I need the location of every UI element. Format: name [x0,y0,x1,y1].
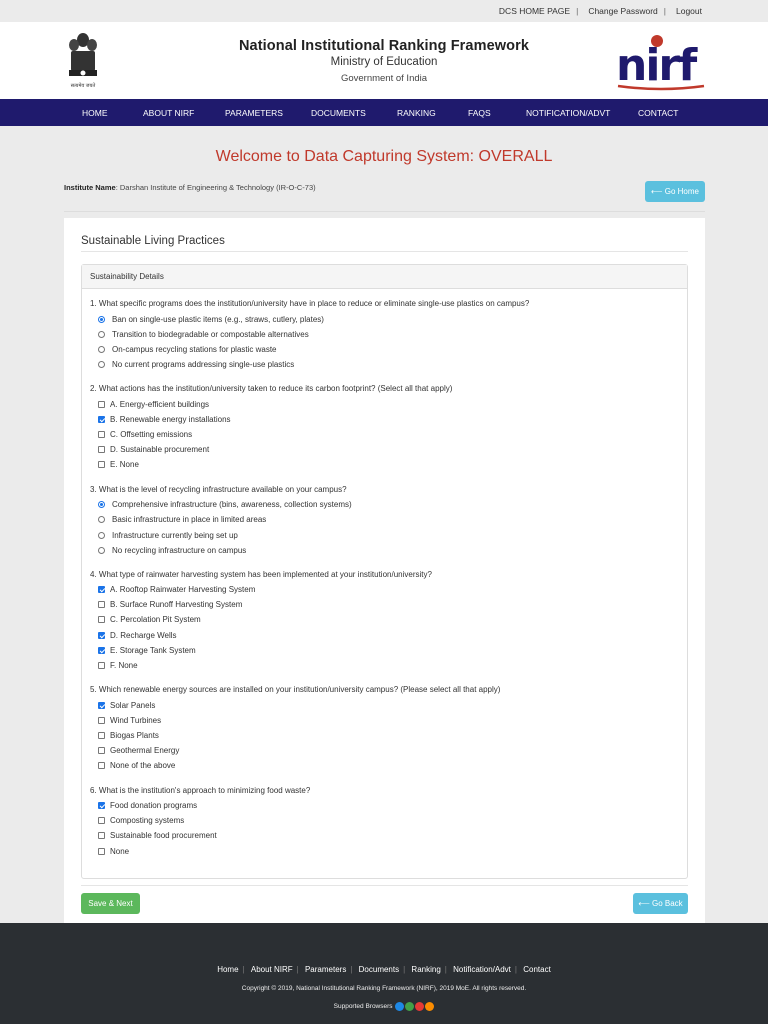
nirf-logo-icon[interactable] [614,30,708,92]
option-label: E. Storage Tank System [110,646,196,655]
checkbox[interactable] [98,601,105,608]
site-header [0,22,768,99]
radio[interactable] [98,547,105,554]
page-title: Welcome to Data Capturing System: OVERALL [215,148,553,165]
nav-documents[interactable]: DOCUMENTS [311,107,366,118]
nav-notification-advt[interactable]: NOTIFICATION/ADVT [526,107,611,118]
checkbox[interactable] [98,401,105,408]
radio[interactable] [98,516,105,523]
go-back-button[interactable]: ⟵ Go Back [633,893,688,914]
checkbox[interactable] [98,662,105,669]
sustainability-panel [81,264,688,879]
q2-option-a[interactable] [98,400,209,409]
nav-contact[interactable]: CONTACT [638,107,679,118]
q1-option-1[interactable] [98,315,324,324]
checkbox-checked[interactable] [98,416,105,423]
q5-option-4[interactable] [98,746,179,755]
nav-home[interactable]: HOME [82,107,108,118]
logout-link[interactable]: Logout [676,6,702,16]
question-1: 1. What specific programs does the institution/university have in place to reduce or eliminate single-use plastics on campus? [90,299,530,308]
q4-option-f[interactable] [98,661,138,670]
checkbox[interactable] [98,832,105,839]
checkbox[interactable] [98,747,105,754]
checkbox[interactable] [98,762,105,769]
option-label: None [110,847,130,856]
panel-heading: Sustainability Details [82,265,687,289]
option-label: D. Sustainable procurement [110,445,210,454]
opera-browser-icon [415,1002,424,1011]
option-label: Ban on single-use plastic items (e.g., straws, cutlery, plates) [112,315,324,324]
question-2: 2. What actions has the institution/university taken to reduce its carbon footprint? (Select all that apply) [90,384,453,393]
footer-link-notification[interactable]: Notification/Advt [453,965,511,974]
q4-option-e[interactable] [98,646,196,655]
q4-option-b[interactable] [98,600,242,609]
question-3: 3. What is the level of recycling infrastructure available on your campus? [90,485,347,494]
copyright-text: Copyright © 2019, National Institutional Ranking Framework (NIRF), 2019 MoE. All rights reserved. [241,985,527,992]
radio-selected[interactable] [98,501,105,508]
firefox-browser-icon [425,1002,434,1011]
checkbox[interactable] [98,732,105,739]
question-6: 6. What is the institution's approach to minimizing food waste? [90,786,311,795]
main-nav [0,99,768,126]
checkbox[interactable] [98,616,105,623]
divider [64,211,705,212]
q4-option-d[interactable] [98,631,177,640]
q2-option-e[interactable] [98,460,139,469]
site-title: National Institutional Ranking Framework [238,38,529,54]
q1-option-2[interactable] [98,330,309,339]
footer-link-contact[interactable]: Contact [523,965,551,974]
radio[interactable] [98,346,105,353]
option-label: E. None [110,460,139,469]
ie-browser-icon [395,1002,404,1011]
option-label: Solar Panels [110,701,156,710]
q5-option-1[interactable] [98,701,155,710]
option-label: No recycling infrastructure on campus [112,546,247,555]
change-password-link[interactable]: Change Password [588,6,658,16]
checkbox[interactable] [98,848,105,855]
ministry-name: Ministry of Education [330,56,438,68]
q3-option-3[interactable] [98,531,238,540]
save-next-button[interactable]: Save & Next [81,893,140,914]
footer-link-home[interactable]: Home [217,965,239,974]
option-label: D. Recharge Wells [110,631,177,640]
q3-option-4[interactable] [98,546,246,555]
option-label: C. Percolation Pit System [110,615,201,624]
q6-option-3[interactable] [98,831,217,840]
q6-option-1[interactable] [98,801,197,810]
q2-option-c[interactable] [98,430,192,439]
checkbox-checked[interactable] [98,647,105,654]
option-label: None of the above [110,761,176,770]
nav-ranking[interactable]: RANKING [397,107,436,118]
q6-option-2[interactable] [98,816,184,825]
option-label: On-campus recycling stations for plastic waste [112,345,277,354]
q5-option-2[interactable] [98,716,161,725]
checkbox[interactable] [98,717,105,724]
supported-browsers [0,1002,768,1011]
main-card [64,218,705,954]
q4-option-a[interactable] [98,585,255,594]
separator: | [576,6,579,16]
q5-option-5[interactable] [98,761,175,770]
checkbox[interactable] [98,446,105,453]
option-label: A. Rooftop Rainwater Harvesting System [110,585,256,594]
q6-option-4[interactable] [98,847,129,856]
q5-option-3[interactable] [98,731,159,740]
option-label: No current programs addressing single-use plastics [112,360,295,369]
top-utility-bar [0,0,768,22]
separator: | [663,6,666,16]
checkbox-checked[interactable] [98,702,105,709]
emblem-caption: सत्यमेव जयते [70,83,96,89]
checkbox-checked[interactable] [98,802,105,809]
go-home-button[interactable]: ⟵ Go Home [645,181,705,202]
chrome-browser-icon [405,1002,414,1011]
question-5: 5. Which renewable energy sources are installed on your institution/university campus? (Please select all that apply) [90,685,501,694]
institute-value: : Darshan Institute of Engineering & Technology (IR-O-C-73) [115,183,316,192]
option-label: C. Offsetting emissions [110,430,193,439]
nav-about-nirf[interactable]: ABOUT NIRF [143,107,195,118]
footer-link-about[interactable]: About NIRF [250,965,293,974]
q2-option-d[interactable] [98,445,209,454]
option-label: Food donation programs [110,801,198,810]
checkbox-checked[interactable] [98,632,105,639]
divider [81,885,688,886]
supported-browsers-label: Supported Browsers [333,1003,393,1010]
radio[interactable] [98,361,105,368]
option-label: A. Energy-efficient buildings [110,400,210,409]
nav-faqs[interactable]: FAQS [468,107,491,118]
footer-link-ranking[interactable]: Ranking [411,965,441,974]
option-label: B. Renewable energy installations [110,415,231,424]
section-title: Sustainable Living Practices [81,235,225,247]
option-label: Infrastructure currently being set up [112,531,238,540]
q1-option-4[interactable] [98,360,294,369]
option-label: Wind Turbines [110,716,162,725]
government-name: Government of India [340,73,428,84]
question-4: 4. What type of rainwater harvesting system has been implemented at your institution/university? [90,570,432,579]
institute-label: Institute Name [64,183,116,192]
option-label: Basic infrastructure in place in limited areas [112,515,267,524]
nirf-logo-text: nirf [616,40,696,91]
footer-links: Home | About NIRF | Parameters | Documents | Ranking | Notification/Advt | Contact [217,965,551,974]
checkbox-checked[interactable] [98,586,105,593]
q3-option-2[interactable] [98,515,266,524]
radio[interactable] [98,532,105,539]
nav-parameters[interactable]: PARAMETERS [225,107,283,118]
institute-name [64,183,316,192]
q1-option-3[interactable] [98,345,277,354]
option-label: Sustainable food procurement [110,831,217,840]
option-label: B. Surface Runoff Harvesting System [110,600,243,609]
q4-option-c[interactable] [98,615,201,624]
divider [81,251,688,252]
option-label: Transition to biodegradable or compostable alternatives [112,330,309,339]
option-label: Biogas Plants [110,731,159,740]
footer-link-parameters[interactable]: Parameters [304,965,347,974]
checkbox[interactable] [98,817,105,824]
radio[interactable] [98,331,105,338]
option-label: F. None [110,661,138,670]
option-label: Composting systems [110,816,185,825]
checkbox[interactable] [98,461,105,468]
q3-option-1[interactable] [98,500,352,509]
q2-option-b[interactable] [98,415,231,424]
option-label: Geothermal Energy [110,746,180,755]
option-label: Comprehensive infrastructure (bins, awareness, collection systems) [112,500,352,509]
dcs-home-link[interactable]: DCS HOME PAGE [498,6,571,16]
footer-link-documents[interactable]: Documents [358,965,400,974]
radio-selected[interactable] [98,316,105,323]
checkbox[interactable] [98,431,105,438]
